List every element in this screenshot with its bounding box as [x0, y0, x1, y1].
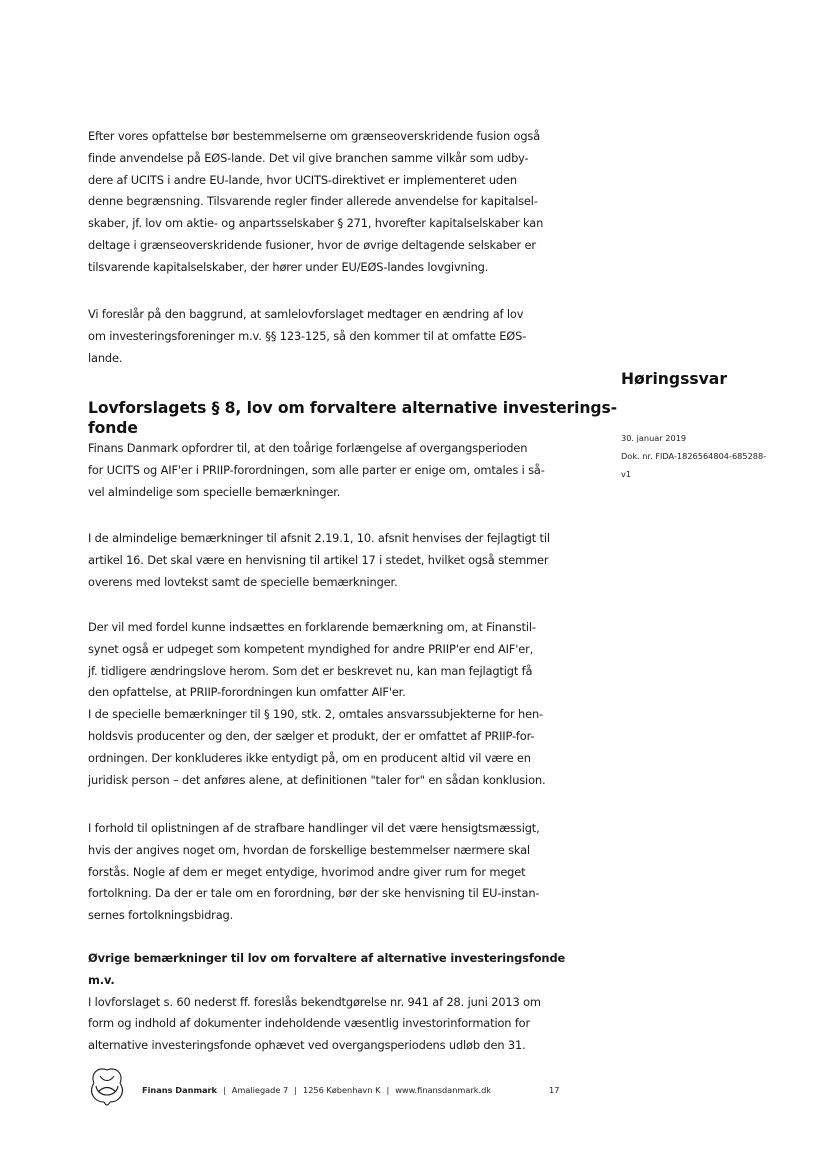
heading-line: fonde — [88, 419, 138, 437]
text-line: alternative investeringsfonde ophævet ved overgangsperiodens udløb den 31. — [88, 1038, 526, 1053]
text-line: dere af UCITS i andre EU-lande, hvor UCITS-direktivet er implementeret uden — [88, 172, 517, 187]
text-line: hvis der angives noget om, hvordan de forskellige bestemmelser nærmere skal — [88, 842, 530, 857]
text-line: synet også er udpeget som kompetent myndighed for andre PRIIP'er end AIF'er, — [88, 641, 534, 656]
text-line: I forhold til oplistningen af de strafbare handlinger vil det være hensigtsmæssigt, — [88, 821, 540, 835]
heading-line: Lovforslagets § 8, lov om forvaltere alternative investerings- — [88, 399, 618, 417]
footer-website-link[interactable]: www.finansdanmark.dk — [395, 1085, 492, 1095]
text-line: vel almindelige som specielle bemærkninger. — [88, 484, 341, 499]
footer-street: Amaliegade 7 — [231, 1085, 289, 1095]
text-line: Finans Danmark opfordrer til, at den toårige forlængelse af overgangsperioden — [88, 441, 528, 455]
text-line: finde anvendelse på EØS-lande. Det vil give branchen samme vilkår som udby- — [88, 150, 529, 165]
text-line: I lovforslaget s. 60 nederst ff. foreslås bekendtgørelse nr. 941 af 28. juni 2013 om — [88, 994, 541, 1009]
section-other-remarks — [88, 948, 566, 1057]
footer-separator: | — [386, 1085, 390, 1095]
paragraph-proposal — [88, 304, 566, 369]
footer-separator: | — [223, 1085, 226, 1095]
page-footer — [86, 1062, 566, 1116]
text-line: deltage i grænseoverskridende fusioner, hvor de øvrige deltagende selskaber er — [88, 237, 536, 252]
text-line: Der vil med fordel kunne indsættes en forklarende bemærkning om, at Finanstil- — [88, 620, 536, 634]
text-line: for UCITS og AIF'er i PRIIP-forordningen, som alle parter er enige om, omtales i så- — [88, 462, 545, 477]
paragraph-criminal-acts — [88, 818, 566, 927]
text-line: fortolkning. Da der er tale om en forordning, bør der ske henvisning til EU-instan- — [88, 886, 540, 901]
sidebar-details — [621, 429, 811, 483]
text-line: artikel 16. Det skal være en henvisning til artikel 17 i stedet, hvilket også stemmer — [88, 552, 549, 567]
text-line: den opfattelse, at PRIIP-forordningen kun omfatter AIF'er. — [88, 685, 406, 700]
text-line: overens med lovtekst samt de specielle bemærkninger. — [88, 574, 398, 589]
text-line: sernes fortolkningsbidrag. — [88, 908, 234, 923]
text-line: om investeringsforeninger m.v. §§ 123-125, så den kommer til at omfatte EØS- — [88, 328, 527, 343]
text-line: Vi foreslår på den baggrund, at samlelovforslaget medtager en ændring af lov — [88, 307, 524, 321]
page-number: 17 — [549, 1085, 560, 1095]
document-number-version: v1 — [621, 469, 632, 479]
text-line: I de specielle bemærkninger til § 190, stk. 2, omtales ansvarssubjekterne for hen- — [88, 707, 543, 722]
text-line: Efter vores opfattelse bør bestemmelserne om grænseoverskridende fusion også — [88, 129, 541, 143]
text-line: ordningen. Der konkluderes ikke entydigt på, om en producent altid vil være en — [88, 750, 531, 765]
footer-separator: | — [294, 1085, 297, 1095]
section-heading-paragraph-8 — [88, 398, 618, 438]
subsection-heading: Øvrige bemærkninger til lov om forvaltere af alternative investeringsfonde m.v. — [88, 951, 566, 987]
paragraph-transition-period — [88, 438, 566, 503]
footer-city: 1256 København K — [302, 1085, 381, 1095]
paragraph-article-reference — [88, 528, 566, 593]
text-line: denne begrænsning. Tilsvarende regler finder allerede anvendelse for kapitalsel- — [88, 194, 538, 209]
sidebar-meta — [621, 370, 811, 388]
paragraph-cross-border-fusion — [88, 126, 566, 279]
text-line: holdsvis producenter og den, der sælger et produkt, der er omfattet af PRIIP-for- — [88, 728, 535, 743]
footer-org-name: Finans Danmark — [142, 1085, 217, 1095]
paragraph-finanstilsynet — [88, 617, 566, 791]
document-date: 30. januar 2019 — [621, 433, 687, 443]
text-line: jf. tidligere ændringslove herom. Som det er beskrevet nu, kan man fejlagtigt få — [88, 663, 533, 678]
document-number: Dok. nr. FIDA-1826564804-685288- — [621, 451, 767, 461]
text-line: form og indhold af dokumenter indeholdende væsentlig investorinformation for — [88, 1016, 531, 1031]
footer-address — [142, 1085, 491, 1095]
text-line: juridisk person – det anføres alene, at definitionen "taler for" en sådan konklusion. — [88, 772, 546, 787]
text-line: forstås. Nogle af dem er meget entydige, hvorimod andre giver rum for meget — [88, 864, 526, 879]
document-type-title: Høringssvar — [621, 370, 728, 388]
text-line: lande. — [88, 350, 123, 365]
finans-danmark-logo-icon — [86, 1062, 128, 1116]
text-line: skaber, jf. lov om aktie- og anpartsselskaber § 271, hvorefter kapitalselskaber kan — [88, 216, 544, 231]
text-line: I de almindelige bemærkninger til afsnit 2.19.1, 10. afsnit henvises der fejlagtigt til — [88, 531, 550, 545]
text-line: tilsvarende kapitalselskaber, der hører under EU/EØS-landes lovgivning. — [88, 259, 489, 274]
